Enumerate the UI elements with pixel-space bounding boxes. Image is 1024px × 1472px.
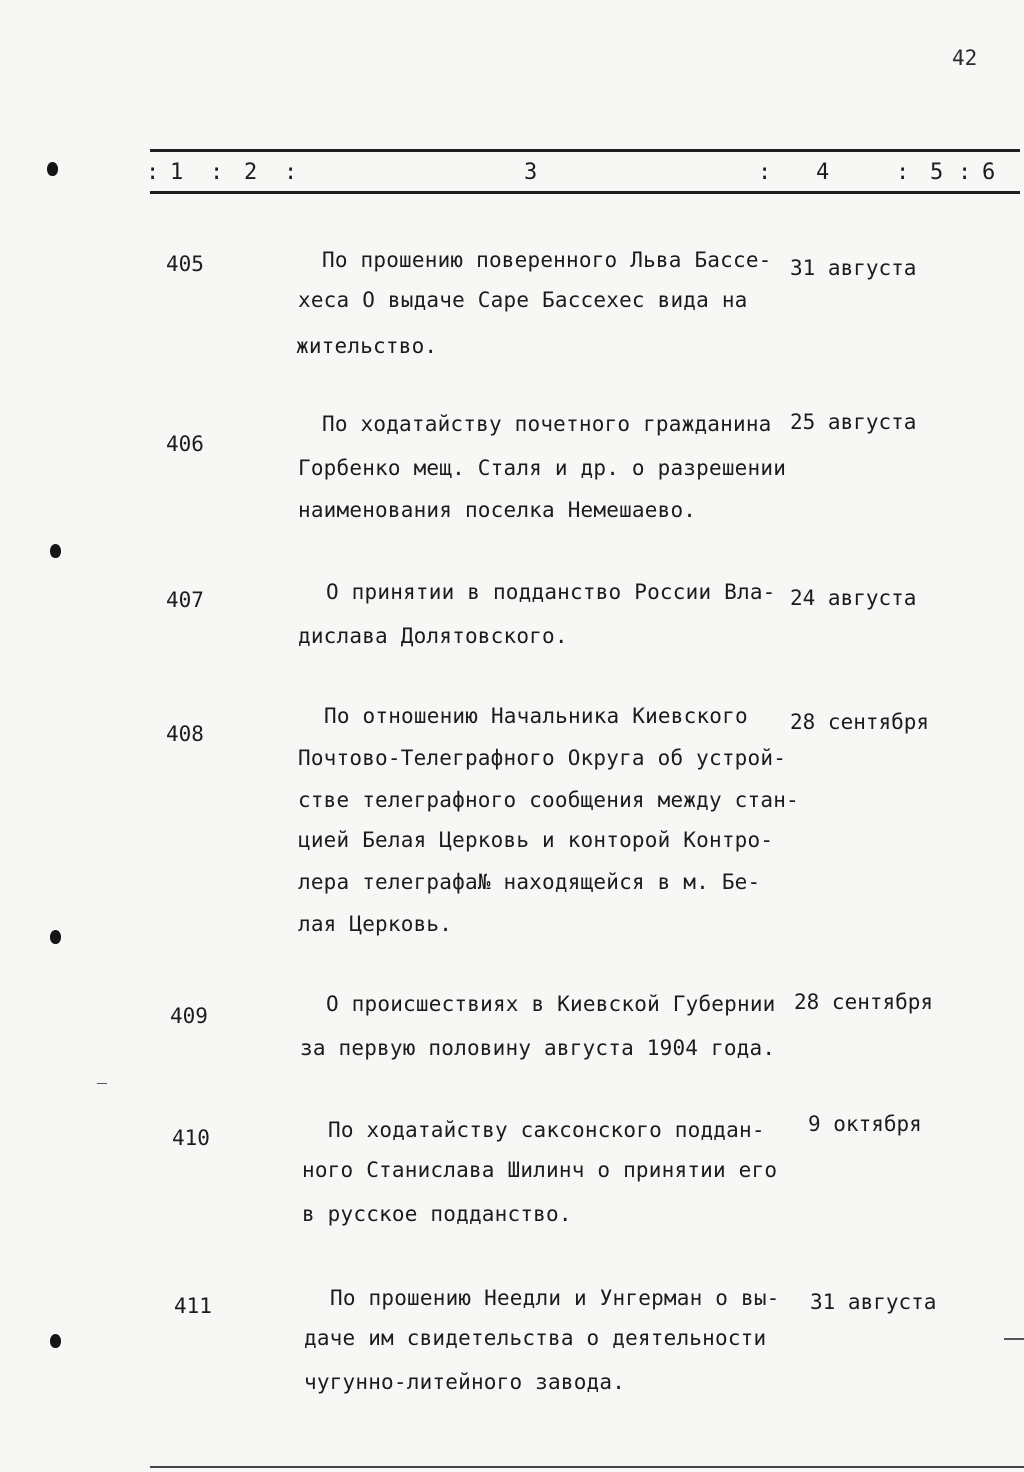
entry-text-line: даче им свидетельства о деятельности <box>304 1326 767 1350</box>
entry-text-line: лера телеграфа№ находящейся в м. Бе- <box>298 870 761 894</box>
entry-date: 28 сентября <box>794 990 934 1014</box>
entry-date: 24 августа <box>790 586 917 610</box>
entry-number: 411 <box>174 1294 212 1318</box>
page-bottom-rule <box>150 1466 1024 1468</box>
header-separator: : <box>284 160 298 185</box>
punch-hole <box>50 544 61 558</box>
entry-text-line: По ходатайству саксонского поддан- <box>328 1118 765 1142</box>
entry-date: 31 августа <box>810 1290 937 1314</box>
entry-number: 406 <box>166 432 204 456</box>
entry-text-line: Почтово-Телеграфного Округа об устрой- <box>298 746 787 770</box>
scan-mark <box>97 1083 107 1084</box>
entry-number: 407 <box>166 588 204 612</box>
entry-date: 28 сентября <box>790 710 930 734</box>
entry-number: 405 <box>166 252 204 276</box>
entry-text-line: По отношению Начальника Киевского <box>324 704 748 728</box>
entry-text-line: за первую половину августа 1904 года. <box>300 1036 776 1060</box>
entry-number: 410 <box>172 1126 210 1150</box>
header-rule-bottom <box>150 191 1020 194</box>
header-separator: : <box>896 160 910 185</box>
header-col-5: 5 <box>930 160 944 185</box>
entry-text-line: цией Белая Церковь и конторой Контро- <box>298 828 774 852</box>
header-rule-top <box>150 149 1020 152</box>
entry-text-line: Горбенко мещ. Сталя и др. о разрешении <box>298 456 787 480</box>
entry-text-line: О принятии в подданство России Вла- <box>326 580 776 604</box>
punch-hole <box>47 162 58 176</box>
header-separator: : <box>210 160 224 185</box>
entry-date: 31 августа <box>790 256 917 280</box>
header-separator: : <box>758 160 772 185</box>
entry-number: 409 <box>170 1004 208 1028</box>
punch-hole <box>50 930 61 944</box>
entry-text-line: По ходатайству почетного гражданина <box>322 412 772 436</box>
header-col-1: 1 <box>170 160 184 185</box>
entry-text-line: По прошению Неедли и Унгерман о вы- <box>330 1286 780 1310</box>
entry-text-line: наименования поселка Немешаево. <box>298 498 697 522</box>
header-col-4: 4 <box>816 160 830 185</box>
entry-text-line: стве телеграфного сообщения между стан- <box>298 788 799 812</box>
entry-text-line: хеса О выдаче Саре Бассехес вида на <box>298 288 748 312</box>
entry-text-line: ного Станислава Шилинч о принятии его <box>302 1158 778 1182</box>
scan-mark <box>1004 1338 1024 1340</box>
entry-text-line: лая Церковь. <box>298 912 453 936</box>
entry-text-line: По прошению поверенного Льва Бассе- <box>322 248 772 272</box>
entry-text-line: жительство. <box>296 334 438 358</box>
header-col-3: 3 <box>524 160 538 185</box>
header-col-2: 2 <box>244 160 258 185</box>
entry-text-line: чугунно-литейного завода. <box>304 1370 626 1394</box>
entry-text-line: дислава Долятовского. <box>298 624 568 648</box>
entry-text-line: в русское подданство. <box>302 1202 572 1226</box>
entry-date: 25 августа <box>790 410 917 434</box>
header-separator: : <box>958 160 972 185</box>
page-number: 42 <box>952 46 978 70</box>
entry-text-line: О происшествиях в Киевской Губернии <box>326 992 776 1016</box>
header-separator: : <box>146 160 160 185</box>
entry-date: 9 октября <box>808 1112 922 1136</box>
entry-number: 408 <box>166 722 204 746</box>
punch-hole <box>50 1334 61 1348</box>
header-col-6: 6 <box>982 160 996 185</box>
column-header-row <box>0 160 1024 188</box>
